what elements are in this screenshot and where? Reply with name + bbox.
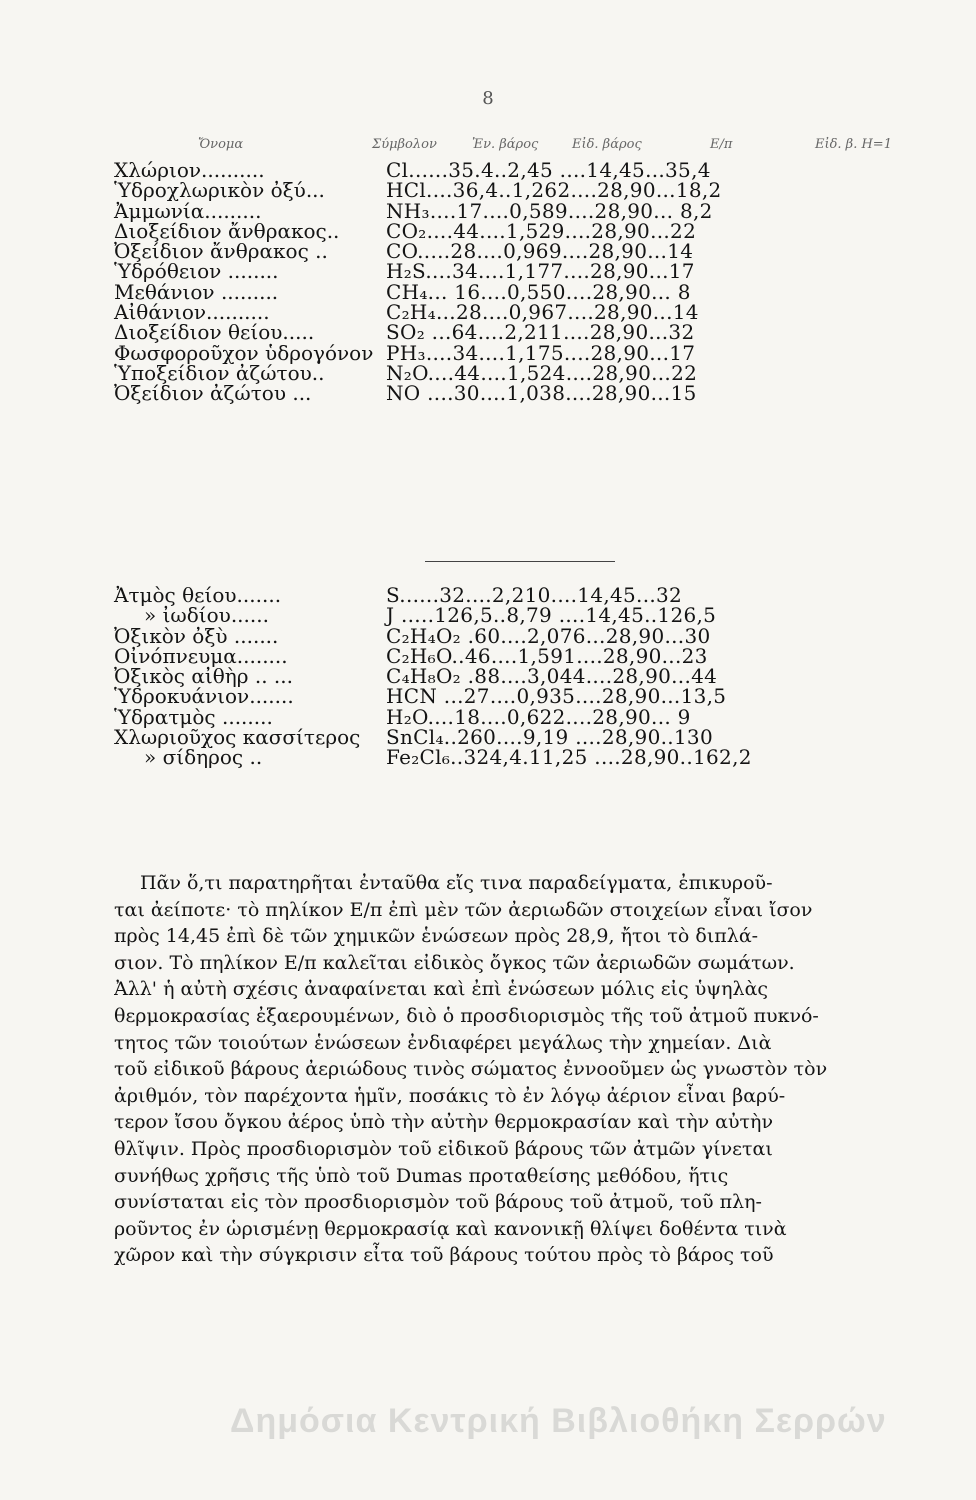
row-values: H₂S....34....1,177....28,90...17 <box>386 259 695 284</box>
header-name: Ὄνομα <box>198 137 244 152</box>
table-row <box>114 664 944 689</box>
table-row <box>114 745 944 770</box>
row-name: Ὑδροκυάνιον....... <box>114 684 294 709</box>
row-name: Ἀτμὸς θείου....... <box>114 583 282 607</box>
header-spec-h: Εἰδ. β. Η=1 <box>815 137 892 152</box>
table-row <box>114 704 944 729</box>
page-number: 8 <box>482 88 494 109</box>
gases-table <box>114 160 944 404</box>
table-row <box>114 340 944 365</box>
paragraph-line: συνίσταται εἰς τὸν προσδιορισμὸν τοῦ βάρους τοῦ ἀτμοῦ, τοῦ πλη- <box>114 1191 762 1214</box>
header-eq-weight: Ἐν. βάρος <box>472 137 539 152</box>
table-row <box>114 360 944 385</box>
row-values: CO.....28....0,969....28,90...14 <box>386 239 694 264</box>
paragraph-line: τοῦ εἰδικοῦ βάρους ἀεριώδους τινὸς σώματος ἐννοοῦμεν ὡς γνωστὸν τὸν <box>114 1058 828 1081</box>
table-row <box>114 239 944 264</box>
row-values: CH₄... 16....0,550....28,90... 8 <box>386 279 691 304</box>
row-values: Fe₂Cl₆..324,4.11,25 ....28,90..162,2 <box>386 745 752 770</box>
row-values: H₂O....18....0,622....28,90... 9 <box>386 704 691 729</box>
row-name: Μεθάνιον ......... <box>114 279 279 304</box>
vapors-table <box>114 585 944 768</box>
table-row <box>114 381 944 406</box>
paragraph-line: Ἀλλ' ἡ αὐτὴ σχέσις ἀναφαίνεται καὶ ἐπὶ ἑνώσεων μόλις εἰς ὑψηλὰς <box>114 978 769 1001</box>
row-values: NO ....30....1,038....28,90...15 <box>386 381 697 406</box>
row-values: C₄H₈O₂ .88....3,044....28,90...44 <box>386 664 718 689</box>
row-name: Ἀμμωνία......... <box>114 198 262 223</box>
paragraph-line: θερμοκρασίας ἐξαερουμένων, διὸ ὁ προσδιορισμὸς τῆς τοῦ ἀτμοῦ πυκνό- <box>114 1004 819 1027</box>
table-row <box>114 725 944 750</box>
table-row <box>114 198 944 223</box>
paragraph-line: θλῖψιν. Πρὸς προσδιορισμὸν τοῦ εἰδικοῦ βάρους τῶν ἀτμῶν γίνεται <box>114 1137 773 1160</box>
table-row <box>114 160 944 180</box>
row-name: Ὑδρατμὸς ........ <box>114 704 273 729</box>
table-row <box>114 585 944 605</box>
row-name: Ὀξείδιον ἄνθρακος .. <box>114 239 328 264</box>
row-name: Οἰνόπνευμα........ <box>114 643 288 668</box>
table-row <box>114 178 944 203</box>
paragraph-line: χῶρον καὶ τὴν σύγκρισιν εἶτα τοῦ βάρους τούτου πρὸς τὸ βάρος τοῦ <box>114 1244 774 1267</box>
section-divider <box>425 561 615 562</box>
paragraph-line: ται ἀείποτε· τὸ πηλίκον Ε/π ἐπὶ μὲν τῶν ἀεριωδῶν στοιχείων εἶναι ἴσον <box>114 898 813 921</box>
row-values: PH₃....34....1,175....28,90...17 <box>386 340 696 365</box>
row-values: NH₃....17....0,589....28,90... 8,2 <box>386 198 713 223</box>
row-name: Ὀξικὸς αἰθὴρ .. ... <box>114 664 293 689</box>
row-name: Ὑποξείδιον ἀζώτου.. <box>114 360 325 385</box>
row-name: Χλωριοῦχος κασσίτερος <box>114 725 361 750</box>
body-paragraph <box>114 870 934 1269</box>
table-row <box>114 643 944 668</box>
column-headers <box>0 137 976 159</box>
row-name: Ὑδρόθειον ........ <box>114 259 279 284</box>
header-symbol: Σύμβολον <box>372 137 437 152</box>
paragraph-line: Πᾶν ὅ,τι παρατηρῆται ἐνταῦθα εἴς τινα παραδείγματα, ἐπικυροῦ- <box>140 872 773 894</box>
row-values: CO₂....44....1,529....28,90...22 <box>386 218 697 243</box>
row-values: SnCl₄..260....9,19 ....28,90..130 <box>386 725 713 750</box>
table-row <box>114 603 944 628</box>
row-name: Αἰθάνιον.......... <box>114 300 270 325</box>
paragraph-line: σιον. Τὸ πηλίκον Ε/π καλεῖται εἰδικὸς ὄγκος τῶν ἀεριωδῶν σωμάτων. <box>114 951 795 974</box>
row-name: Ὀξείδιον ἀζώτου ... <box>114 381 312 406</box>
row-name: Χλώριον.......... <box>114 158 265 182</box>
row-name: Ὀξικὸν ὀξὺ ....... <box>114 623 279 648</box>
header-e-pi: Ε/π <box>710 137 733 152</box>
paragraph-line: ἀριθμόν, τὸν παρέχοντα ἡμῖν, ποσάκις τὸ ἐν λόγῳ ἀέριον εἶναι βαρύ- <box>114 1084 786 1107</box>
paragraph-line: πρὸς 14,45 ἐπὶ δὲ τῶν χημικῶν ἑνώσεων πρὸς 28,9, ἤτοι τὸ διπλά- <box>114 925 759 948</box>
table-row <box>114 259 944 284</box>
paragraph-line: τητος τῶν τοιούτων ἑνώσεων ἐνδιαφέρει μεγάλως τὴν χημείαν. Διὰ <box>114 1031 772 1054</box>
row-name: Ὑδροχλωρικὸν ὀξύ... <box>114 178 325 203</box>
paragraph-line: συνήθως χρῆσις τῆς ὑπὸ τοῦ Dumas προταθείσης μεθόδου, ἥτις <box>114 1164 729 1187</box>
table-row <box>114 279 944 304</box>
row-name: Φωσφοροῦχον ὑδρογόνον <box>114 340 374 365</box>
row-values: S......32....2,210....14,45...32 <box>386 583 683 607</box>
paragraph-line: ροῦντος ἐν ὡρισμένῃ θερμοκρασίᾳ καὶ κανονικῇ θλίψει δοθέντα τινὰ <box>114 1217 787 1240</box>
row-values: C₂H₄...28....0,967....28,90...14 <box>386 300 699 325</box>
row-values: Cl......35.4..2,45 ....14,45...35,4 <box>386 158 711 182</box>
table-row <box>114 300 944 325</box>
table-row <box>114 218 944 243</box>
row-name-ditto: » σίδηρος .. <box>144 745 263 770</box>
table-row <box>114 320 944 345</box>
row-values: N₂O....44....1,524....28,90...22 <box>386 360 698 385</box>
row-values: SO₂ ...64....2,211....28,90...32 <box>386 320 695 345</box>
paragraph-line: τερον ἴσου ὄγκου ἀέρος ὑπὸ τὴν αὐτὴν θερμοκρασίαν καὶ τὴν αὐτὴν <box>114 1111 773 1134</box>
row-values: HCN ...27....0,935....28,90...13,5 <box>386 684 727 709</box>
header-spec-weight: Εἰδ. βάρος <box>572 137 642 152</box>
row-name-ditto: » ἰωδίου...... <box>144 603 269 628</box>
library-watermark: Δημόσια Κεντρική Βιβλιοθήκη Σερρών <box>230 1402 887 1440</box>
row-name: Διοξείδιον θείου..... <box>114 320 315 345</box>
row-values: HCl....36,4..1,262....28,90...18,2 <box>386 178 722 203</box>
row-values: J .....126,5..8,79 ....14,45..126,5 <box>386 603 717 628</box>
row-name: Διοξείδιον ἄνθρακος.. <box>114 218 340 243</box>
table-row <box>114 623 944 648</box>
row-values: C₂H₆O..46....1,591....28,90...23 <box>386 643 708 668</box>
row-values: C₂H₄O₂ .60....2,076...28,90...30 <box>386 623 711 648</box>
table-row <box>114 684 944 709</box>
